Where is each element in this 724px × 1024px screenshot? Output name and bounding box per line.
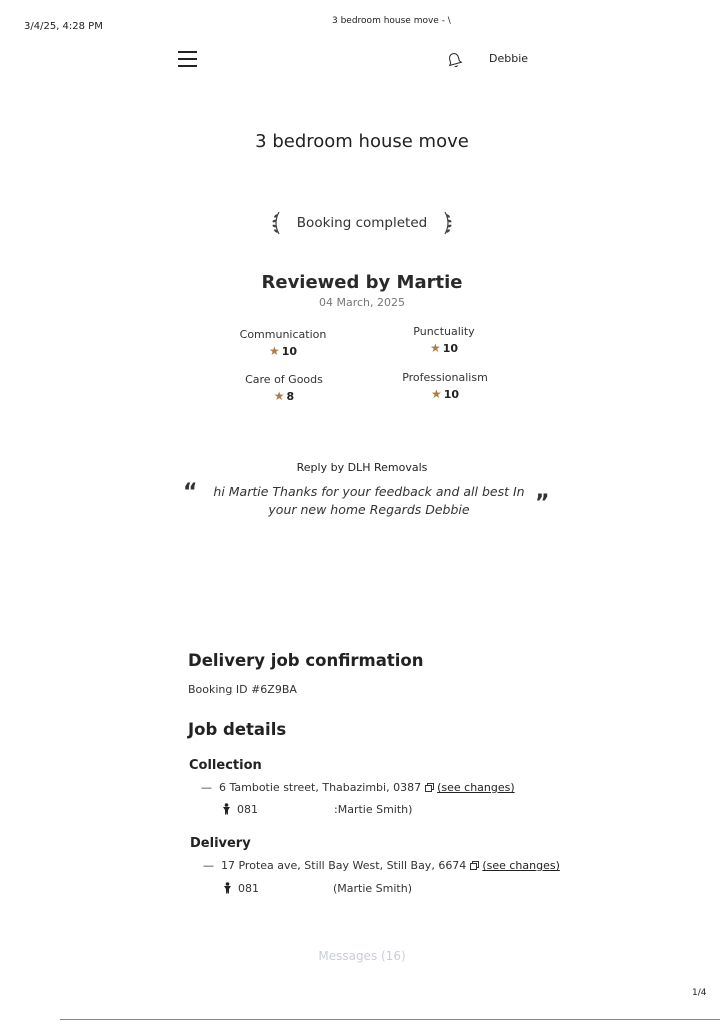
delivery-see-changes-link[interactable]: (see changes) xyxy=(482,859,560,872)
status-badge xyxy=(268,210,456,238)
close-quote-icon: ” xyxy=(535,491,550,516)
delivery-contact-name: (Martie Smith) xyxy=(333,882,413,895)
collection-see-changes-link[interactable]: (see changes) xyxy=(437,781,515,794)
delivery-address-row xyxy=(203,859,560,872)
delivery-heading: Delivery xyxy=(190,836,251,851)
collection-contact-row xyxy=(222,803,412,816)
rating-punctuality xyxy=(374,325,514,355)
star-icon: ★ xyxy=(429,341,441,355)
review-date: 04 March, 2025 xyxy=(318,296,405,309)
collection-heading: Collection xyxy=(189,758,262,773)
delivery-address: 17 Protea ave, Still Bay West, Still Bay, 6674 xyxy=(221,859,467,872)
rating-value: 10 xyxy=(281,345,298,358)
delivery-contact-row xyxy=(223,882,412,895)
reply-text: hi Martie Thanks for your feedback and all best In your new home Regards Debbie xyxy=(213,484,525,517)
review-title: Reviewed by Martie xyxy=(261,272,463,293)
rating-label: Communication xyxy=(239,328,327,341)
job-details-title: Job details xyxy=(188,720,287,739)
rating-professionalism xyxy=(375,371,515,401)
star-icon: ★ xyxy=(273,389,285,403)
laurel-right-icon xyxy=(442,210,454,236)
open-quote-icon: “ xyxy=(183,480,198,505)
rating-value: 10 xyxy=(443,388,460,401)
copy-icon[interactable] xyxy=(470,860,479,869)
collection-address: 6 Tambotie street, Thabazimbi, 0387 xyxy=(219,781,422,794)
rating-label: Care of Goods xyxy=(245,373,323,386)
messages-button[interactable]: Messages (16) xyxy=(318,949,406,963)
collection-contact-name: :Martie Smith) xyxy=(334,803,413,816)
collection-phone: 081 xyxy=(237,803,258,816)
bell-icon[interactable] xyxy=(446,51,463,69)
booking-id: Booking ID #6Z9BA xyxy=(188,683,297,696)
page-bottom-divider xyxy=(60,1019,720,1020)
print-date: 3/4/25, 4:28 PM xyxy=(24,21,103,32)
print-page-title: 3 bedroom house move - \ xyxy=(332,16,451,26)
dash-icon: — xyxy=(201,781,212,794)
status-text: Booking completed xyxy=(296,215,428,231)
rating-communication xyxy=(213,328,353,358)
copy-icon[interactable] xyxy=(425,782,434,791)
delivery-phone: 081 xyxy=(238,882,259,895)
rating-value: 8 xyxy=(286,390,295,403)
rating-label: Professionalism xyxy=(402,371,488,384)
collection-address-row xyxy=(201,781,515,794)
reply-title: Reply by DLH Removals xyxy=(296,461,428,474)
page-title: 3 bedroom house move xyxy=(255,131,469,152)
person-icon xyxy=(222,803,231,815)
confirmation-title: Delivery job confirmation xyxy=(188,651,424,670)
rating-care-of-goods xyxy=(214,373,354,403)
dash-icon: — xyxy=(203,859,214,872)
print-page-number: 1/4 xyxy=(692,988,707,998)
user-name[interactable]: Debbie xyxy=(489,52,529,65)
person-icon xyxy=(223,882,232,894)
rating-value: 10 xyxy=(442,342,459,355)
rating-label: Punctuality xyxy=(413,325,475,338)
hamburger-menu-icon[interactable] xyxy=(178,51,197,69)
star-icon: ★ xyxy=(268,344,280,358)
star-icon: ★ xyxy=(430,387,442,401)
